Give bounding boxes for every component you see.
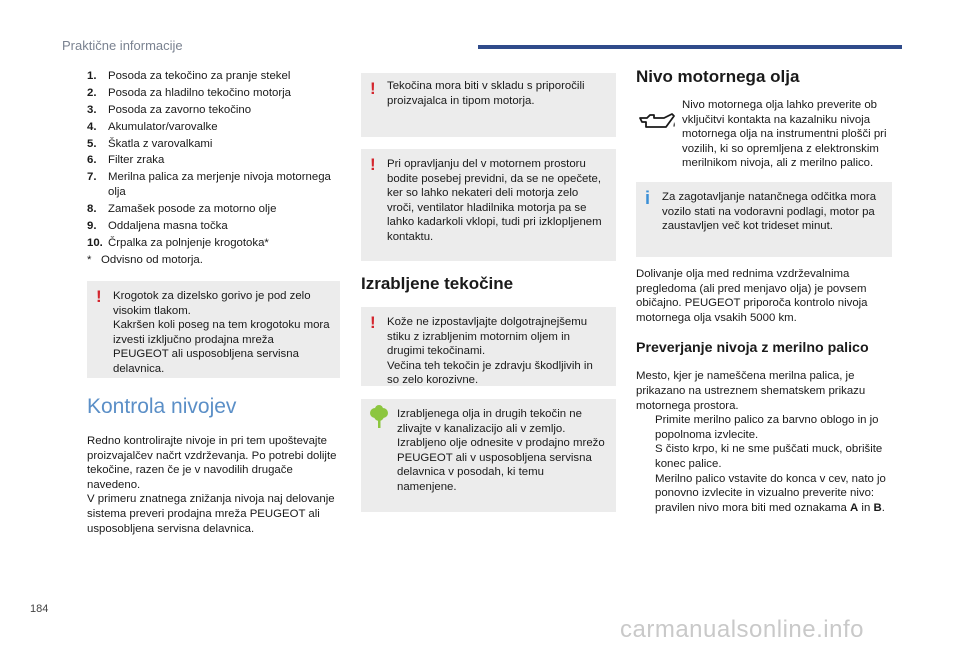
info-icon: i [645,187,651,208]
note-text: Izrabljenega olja in drugih tekočin ne zlivajte v kanalizacijo ali v zemljo. Izrabljeno olje odnesite v prodajno mrežo PEUGEOT ali v usposobljena servisna delavnica v posodah, ki temu namenjene. [397,408,605,493]
tree-icon [369,405,389,434]
list-item: 9. Oddaljena masna točka [87,219,228,232]
warning-icon: ! [370,79,376,98]
list-item: 6. Filter zraka [87,154,165,167]
oil-level-body: Dolivanje olja med rednima vzdrževalnima pregledoma (ali pred menjavo olja) je povsem običajno. PEUGEOT priporoča kontrolo nivoja motornega olja vsakih 5000 km. [636,267,868,324]
list-item: 7. Merilna palica za merjenje nivoja motornega olja [87,171,331,198]
warning-icon: ! [370,155,376,174]
oil-can-icon [638,112,676,137]
list-item: 8. Zamašek posode za motorno olje [87,202,277,215]
list-item: Merilno palico vstavite do konca v cev, nato jo ponovno izvlecite in vizualno preverite nivo: pravilen nivo mora biti med oznakama A in B. [636,472,892,516]
list-item: 3. Posoda za zavorno tekočino [87,103,252,116]
watermark: carmanualsonline.info [620,616,864,643]
list-item: 10. Črpalka za polnjenje krogotoka* [87,236,269,249]
dipstick-steps [636,413,892,515]
warning-icon: ! [96,287,102,307]
list-item: S čisto krpo, ki ne sme puščati muck, obrišite konec palice. [636,442,892,471]
oil-level-intro: Nivo motornega olja lahko preverite ob vključitvi kontakta na kazalniku nivoja motornega olja na instrumentni plošči pri vozilih, ki so opremljena z elektronskim merilnikom nivoja, ali z merilno palico. [682,99,887,170]
used-fluids-heading: Izrabljene tekočine [361,274,514,293]
dipstick-heading: Preverjanje nivoja z merilno palico [636,340,869,357]
mark-a: A [850,501,859,514]
header-rule [478,45,902,49]
list-item: Primite merilno palico za barvno oblogo in jo popolnoma izvlecite. [636,413,892,442]
note-text: Krogotok za dizelsko gorivo je pod zelo visokim tlakom. Kakršen koli poseg na tem krogotoku mora izvesti izključno prodajna mreža PEUGEOT ali usposobljena servisna delavnica. [113,290,330,376]
note-text: Kože ne izpostavljajte dolgotrajnejšemu stiku z izrabljenim motornim oljem in drugimi tekočinami. Večina teh tekočin je zdravju škodljivih in so zelo korozivne. [387,316,593,387]
oil-level-intro-block [636,98,892,171]
list-item: 2. Posoda za hladilno tekočino motorja [87,86,291,99]
checkbox-icon [636,413,655,442]
column-middle [361,73,616,512]
warning-note-fuel [87,281,340,378]
note-text: Tekočina mora biti v skladu s priporočili proizvajalca in tipom motorja. [387,80,585,107]
checkbox-icon [636,442,655,471]
column-left [87,69,340,536]
mark-b: B [873,501,882,514]
warning-note-used-fluids [361,307,616,386]
page-number: 184 [30,603,49,615]
warning-note-hot-engine [361,149,616,261]
oil-level-heading: Nivo motornega olja [636,67,800,86]
engine-parts-list [87,69,340,250]
checkbox-icon [636,472,655,516]
list-item: 5. Škatla z varovalkami [87,137,213,150]
note-text: Pri opravljanju del v motornem prostoru bodite posebej previdni, da se ne opečete, ker so lahko nekateri deli motorja zelo vroči, ventilator hladilnika motorja pa se lahko kadarkoli vklopi, tudi pri izklopljenem kontaktu. [387,158,602,243]
footnote: * Odvisno od motorja. [87,253,203,266]
list-item: 4. Akumulator/varovalke [87,120,218,133]
column-right [636,66,892,515]
page-section-title: Praktične informacije [62,38,183,53]
levels-body: Redno kontrolirajte nivoje in pri tem upoštevajte proizvajalčev načrt vzdrževanja. Po potrebi dolijte tekočine, razen če je v navodilih drugače navedeno. V primeru znatnega znižanja nivoja naj delovanje sistema preveri prodajna mreža PEUGEOT ali usposobljena servisna delavnica. [87,435,337,535]
warning-icon: ! [370,313,376,332]
dipstick-intro: Mesto, kjer je nameščena merilna palica, je prikazano na ustreznem shematskem prikazu motornega prostora. [636,370,866,412]
environment-note [361,399,616,512]
info-note-level-tip [636,182,892,257]
levels-heading: Kontrola nivojev [87,395,237,419]
note-text: Za zagotavljanje natančnega odčitka mora vozilo stati na vodoravni podlagi, motor pa zaustavljen več kot trideset minut. [662,190,877,233]
warning-note-fluid-standard [361,73,616,137]
list-item: 1. Posoda za tekočino za pranje stekel [87,70,291,82]
